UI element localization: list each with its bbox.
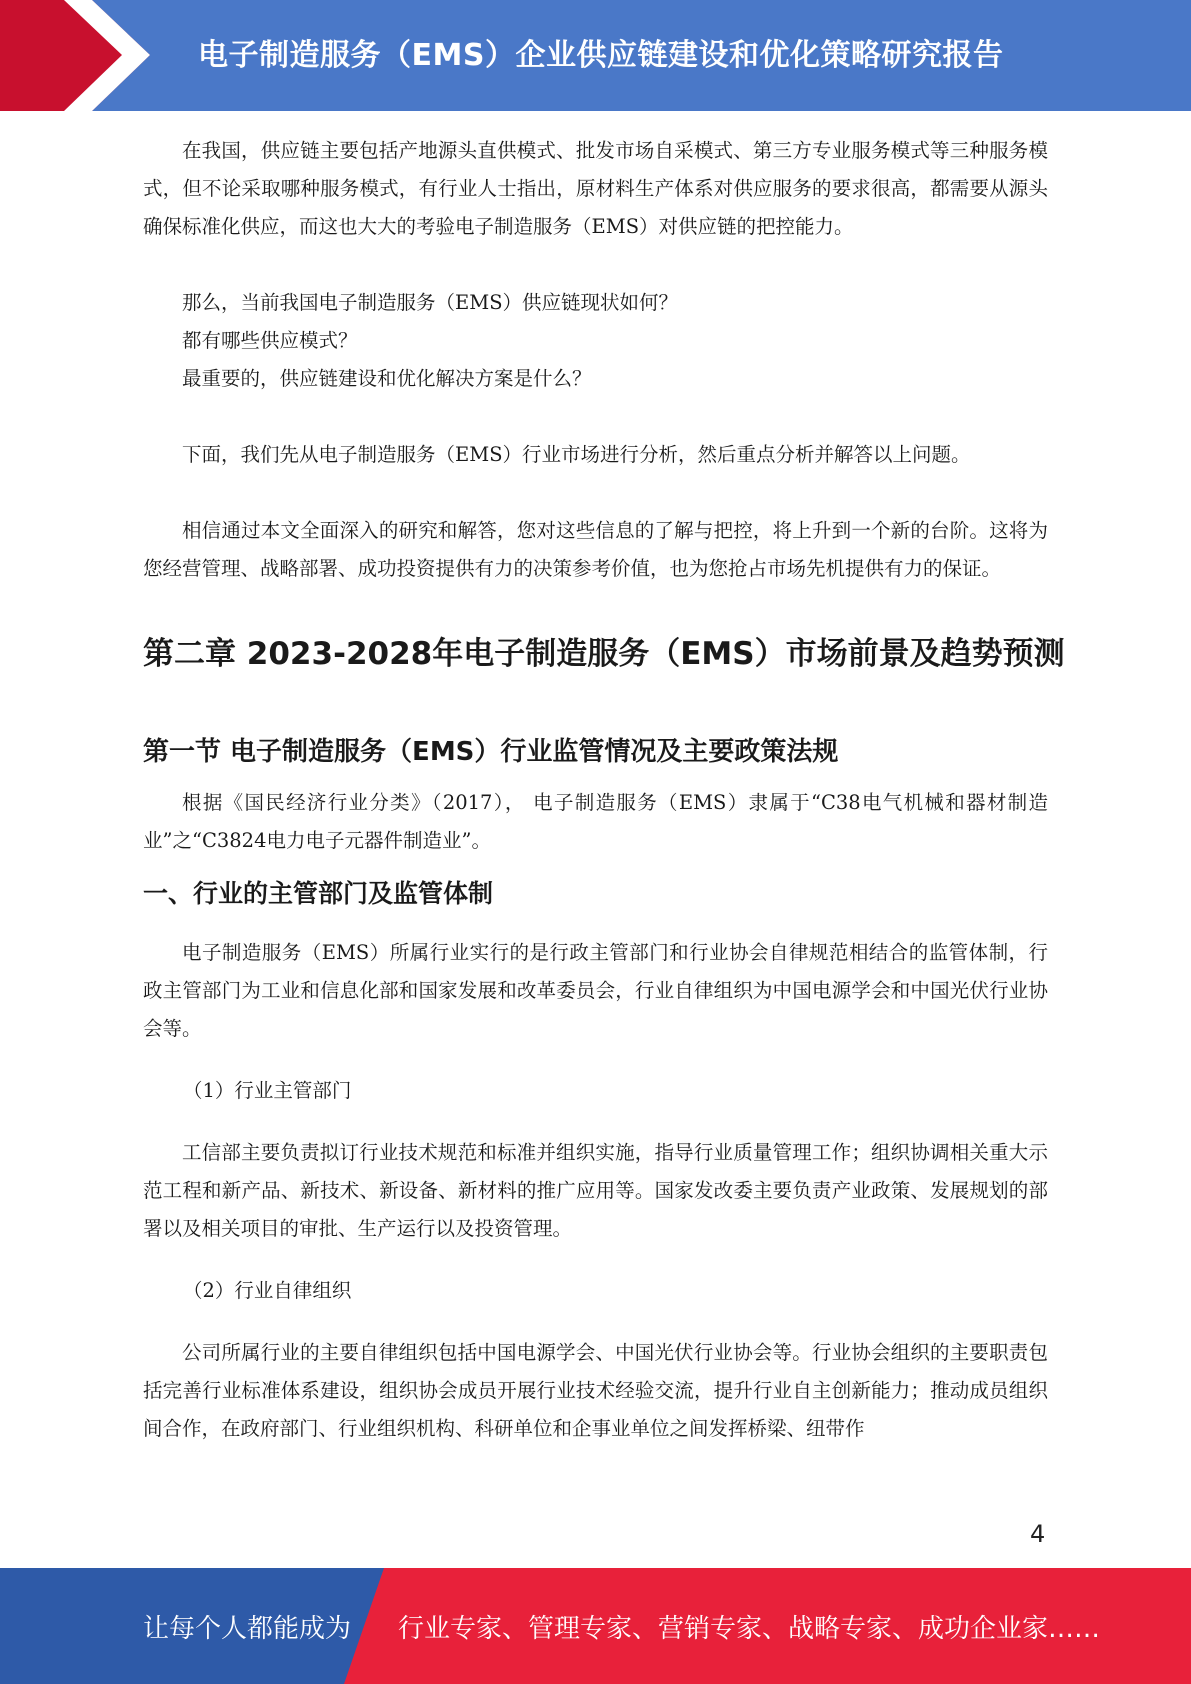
section-title: 第一节 电子制造服务（EMS）行业监管情况及主要政策法规 [143, 737, 839, 767]
footer-slogan-left: 让每个人都能成为 [143, 1614, 352, 1644]
page-number: 4 [1030, 1520, 1046, 1548]
intro-paragraph: 在我国，供应链主要包括产地源头直供模式、批发市场自采模式、第三方专业服务模式等三种服务模式，但不论采取哪种服务模式，有行业人士指出，原材料生产体系对供应服务的要求很高，都需要从源头确保标准化供应，而这也大大的考验电子制造服务（EMS）对供应链的把控能力。 [143, 139, 1048, 238]
item1-label: （1）行业主管部门 [183, 1079, 352, 1102]
chapter-title: 第二章 2023-2028年电子制造服务（EMS）市场前景及趋势预测 [143, 636, 1065, 672]
item2-paragraph: 公司所属行业的主要自律组织包括中国电源学会、中国光伏行业协会等。行业协会组织的主要职责包括完善行业标准体系建设，组织协会成员开展行业技术经验交流，提升行业自主创新能力；推动成员组织间合作，在政府部门、行业组织机构、科研单位和企事业单位之间发挥桥梁、纽带作 [143, 1341, 1048, 1440]
regulation-paragraph: 电子制造服务（EMS）所属行业实行的是行政主管部门和行业协会自律规范相结合的监管体制，行政主管部门为工业和信息化部和国家发展和改革委员会，行业自律组织为中国电源学会和中国光伏行业协会等。 [143, 941, 1048, 1040]
question-3: 最重要的，供应链建设和优化解决方案是什么？ [182, 367, 592, 390]
item1-paragraph: 工信部主要负责拟订行业技术规范和标准并组织实施，指导行业质量管理工作；组织协调相关重大示范工程和新产品、新技术、新设备、新材料的推广应用等。国家发改委主要负责产业政策、发展规划的部署以及相关项目的审批、生产运行以及投资管理。 [143, 1141, 1048, 1240]
document-body [143, 132, 1065, 1448]
classification-paragraph: 根据《国民经济行业分类》（2017）， 电子制造服务（EMS）隶属于“C38电气机械和器材制造业”之“C3824电力电子元器件制造业”。 [143, 791, 1048, 852]
footer-slogan-right: 行业专家、管理专家、营销专家、战略专家、成功企业家…… [398, 1614, 1101, 1644]
header-band [0, 0, 1191, 111]
belief-paragraph: 相信通过本文全面深入的研究和解答，您对这些信息的了解与把控，将上升到一个新的台阶。这将为您经营管理、战略部署、成功投资提供有力的决策参考价值，也为您抢占市场先机提供有力的保证。 [143, 519, 1048, 580]
subsection-title: 一、行业的主管部门及监管体制 [143, 879, 494, 908]
question-1: 那么，当前我国电子制造服务（EMS）供应链现状如何？ [182, 291, 679, 314]
next-paragraph: 下面，我们先从电子制造服务（EMS）行业市场进行分析，然后重点分析并解答以上问题。 [182, 443, 971, 466]
header-chevron-icon [0, 0, 160, 111]
question-2: 都有哪些供应模式？ [182, 329, 358, 352]
footer-band [0, 1568, 1191, 1684]
report-title: 电子制造服务（EMS）企业供应链建设和优化策略研究报告 [198, 38, 1004, 73]
item2-label: （2）行业自律组织 [183, 1279, 352, 1302]
